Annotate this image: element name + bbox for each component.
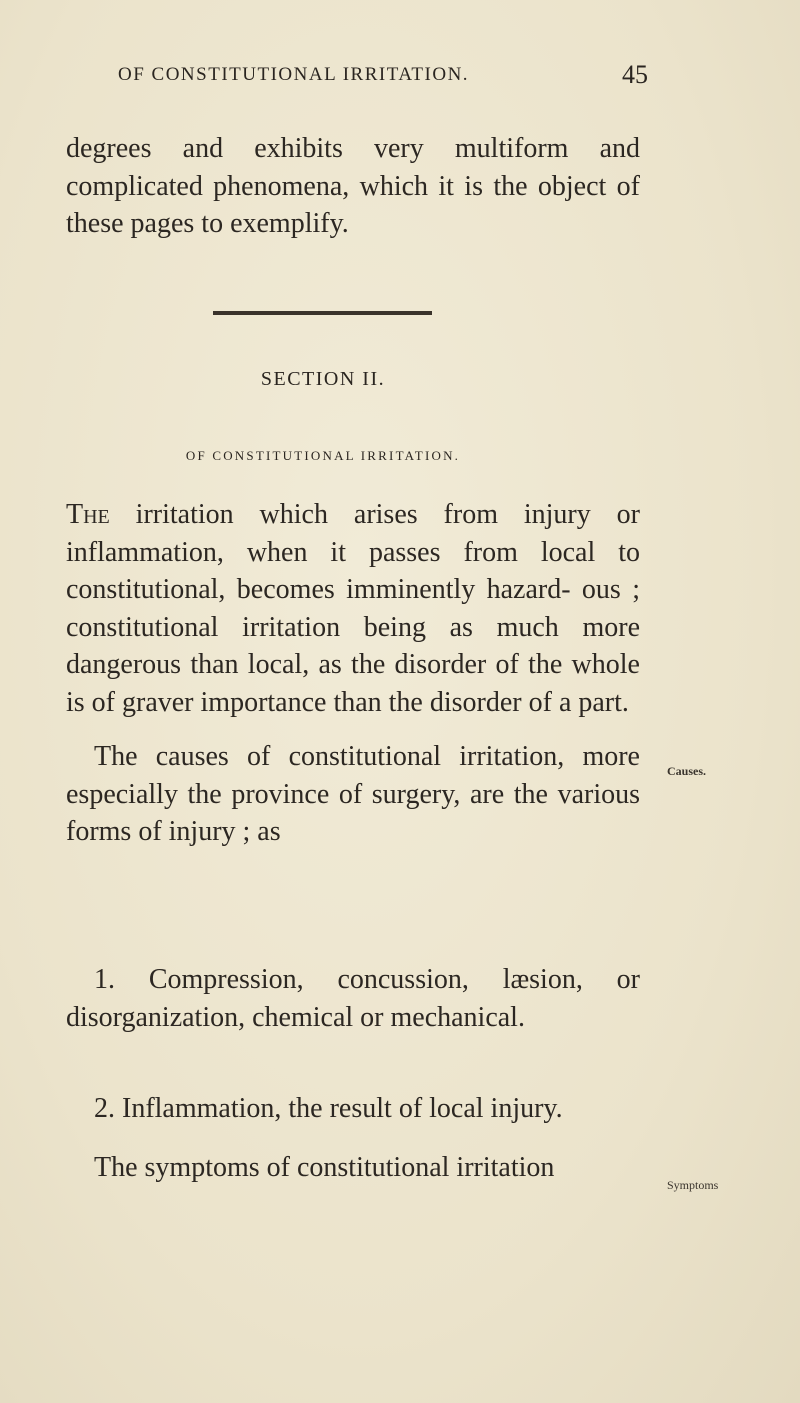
running-title: OF CONSTITUTIONAL IRRITATION. bbox=[118, 64, 470, 85]
section-heading: SECTION II. bbox=[260, 368, 386, 390]
paragraph-causes-text: The causes of constitutional irritation, more especially the province of surgery, are the various forms of injury ; as bbox=[66, 741, 640, 847]
page-number: 45 bbox=[622, 60, 648, 89]
list-item-compression bbox=[66, 961, 640, 1036]
list-item-compression-text: 1. Compression, concussion, læsion, or disorganization, chemical or mechanical. bbox=[66, 964, 640, 1033]
margin-note-symptoms: Symptoms bbox=[667, 1178, 719, 1192]
paragraph-lead-word: The bbox=[66, 499, 110, 530]
paragraph-causes bbox=[66, 738, 640, 851]
continuation-paragraph: degrees and exhibits very multiform and complicated phenomena, which it is the object of these pages to exemplify. bbox=[66, 133, 640, 239]
margin-note-causes: Causes. bbox=[667, 764, 707, 778]
list-item-inflammation-text: 2. Inflammation, the result of local injury. bbox=[94, 1093, 563, 1124]
paragraph-symptoms bbox=[66, 1149, 640, 1187]
section-divider-rule bbox=[213, 311, 432, 315]
paragraph-irritation-text: irritation which arises from injury or inflammation, when it passes from local to constitutional, becomes imminently hazard- ous ; constitutional irritation being as much more dangerous than local, as the disorder of the whole is of graver importance than the disorder of a part. bbox=[66, 499, 640, 718]
paragraph-irritation bbox=[66, 496, 640, 721]
section-subheading: OF CONSTITUTIONAL IRRITATION. bbox=[185, 448, 461, 463]
list-item-inflammation bbox=[66, 1090, 640, 1128]
paragraph-symptoms-text: The symptoms of constitutional irritation bbox=[94, 1152, 555, 1183]
